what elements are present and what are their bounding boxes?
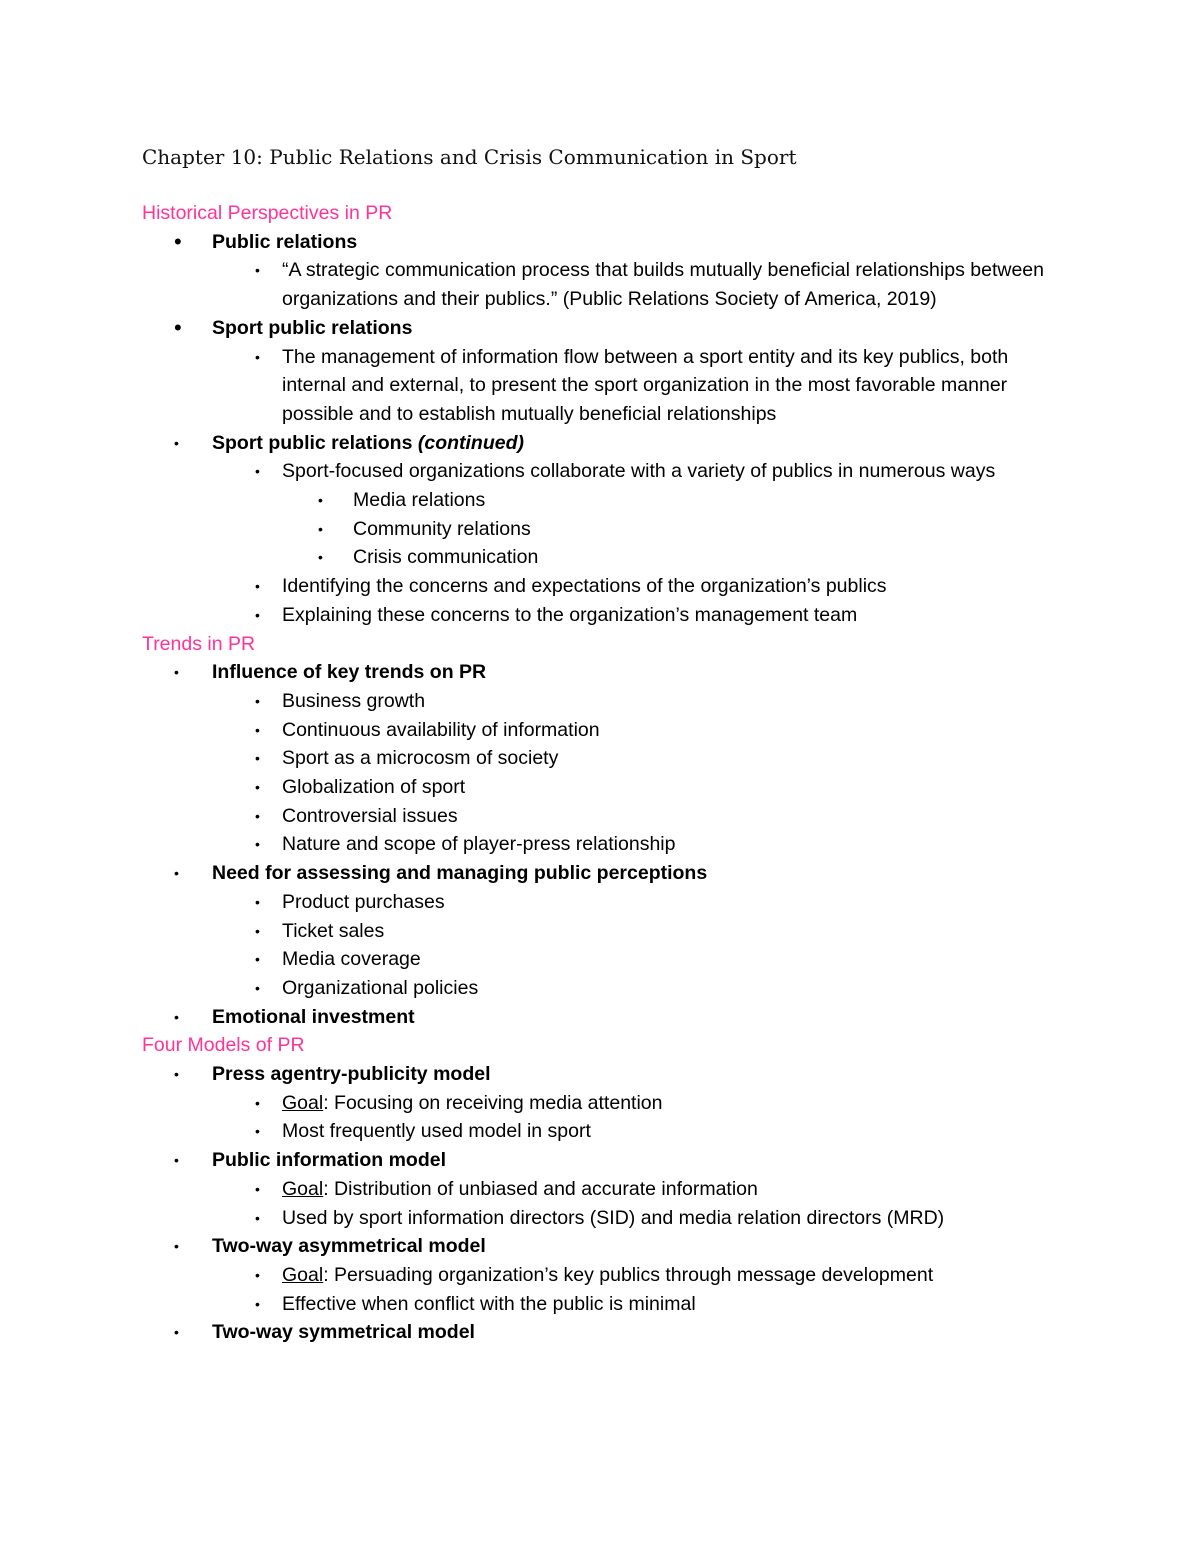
list-item [0, 773, 1200, 802]
list-item [0, 716, 1200, 745]
list-item [0, 543, 1200, 572]
list-item-text [282, 1175, 1072, 1204]
list-item [0, 1261, 1200, 1290]
list-item [0, 974, 1200, 1003]
bullet-icon: • [255, 807, 260, 824]
list-item [0, 601, 1200, 630]
list-item-label: Need for assessing and managing public perceptions [212, 862, 708, 885]
bullet-icon: • [255, 951, 260, 968]
list-item [0, 314, 1200, 343]
bullet-icon: • [255, 836, 260, 853]
bullet-icon: • [255, 721, 260, 738]
list-item [0, 687, 1200, 716]
bullet-icon: • [318, 549, 323, 566]
list-item-text: Product purchases [282, 890, 445, 913]
list-item [0, 486, 1200, 515]
bullet-icon: • [318, 520, 323, 537]
list-item-text: Used by sport information directors (SID) and media relation directors (MRD) [282, 1206, 945, 1229]
goal-text: : Persuading organization’s key publics through message development [323, 1263, 934, 1286]
list-item [0, 1146, 1200, 1175]
bullet-icon: • [174, 865, 179, 882]
bullet-icon: • [255, 1266, 260, 1283]
list-item-label: Two-way symmetrical model [212, 1321, 475, 1344]
bullet-icon: • [255, 348, 260, 365]
list-item-text: Community relations [353, 517, 531, 540]
bullet-icon: • [174, 228, 182, 254]
list-item-text: The management of information flow between a sport entity and its key publics, both internal and external, to present the sport organization in the most favorable manner possible and to establish mutually beneficial relationships [282, 345, 1009, 425]
list-item-label: Public relations [212, 230, 358, 253]
bullet-icon: • [255, 463, 260, 480]
list-item-text: Most frequently used model in sport [282, 1120, 591, 1143]
bullet-icon: • [318, 492, 323, 509]
list-item-text: Continuous availability of information [282, 718, 600, 741]
list-item-text: Effective when conflict with the public is minimal [282, 1292, 696, 1315]
bullet-icon: • [174, 1238, 179, 1255]
section-heading-trends: Trends in PR [142, 632, 256, 655]
list-item-text: Crisis communication [353, 546, 539, 569]
bullet-icon: • [174, 314, 182, 340]
list-item-label: Emotional investment [212, 1005, 415, 1028]
bullet-icon: • [174, 1066, 179, 1083]
bullet-icon: • [174, 1008, 179, 1025]
bullet-icon: • [174, 664, 179, 681]
list-item-label [212, 429, 1082, 458]
list-item [0, 945, 1200, 974]
goal-label: Goal [282, 1177, 324, 1200]
list-item-text: Globalization of sport [282, 776, 466, 799]
list-item [0, 859, 1200, 888]
list-item-text: Organizational policies [282, 976, 479, 999]
list-item [0, 1117, 1200, 1146]
list-item [0, 658, 1200, 687]
bullet-icon: • [255, 979, 260, 996]
bullet-icon: • [255, 893, 260, 910]
list-item-text: Nature and scope of player-press relationship [282, 833, 676, 856]
list-item-label-main: Sport public relations [212, 431, 418, 454]
list-item [0, 1089, 1200, 1118]
bullet-icon: • [255, 262, 260, 279]
list-item [0, 256, 1200, 313]
list-item-text: “A strategic communication process that builds mutually beneficial relationships between organizations and their publics.” (Public Relations Society of America, 2019) [282, 259, 1044, 311]
list-item-label: Press agentry-publicity model [212, 1063, 491, 1086]
list-item-text: Media coverage [282, 948, 421, 971]
list-item [0, 1060, 1200, 1089]
bullet-icon: • [255, 922, 260, 939]
list-item [0, 457, 1200, 486]
goal-text: : Focusing on receiving media attention [323, 1091, 663, 1114]
goal-text: : Distribution of unbiased and accurate information [323, 1177, 758, 1200]
bullet-icon: • [174, 1152, 179, 1169]
bullet-icon: • [255, 606, 260, 623]
list-item [0, 802, 1200, 831]
list-item-text: Media relations [353, 489, 486, 512]
bullet-icon: • [255, 1180, 260, 1197]
list-item-label: Influence of key trends on PR [212, 661, 487, 684]
list-item-text: Controversial issues [282, 804, 458, 827]
list-item-label: Sport public relations [212, 316, 413, 339]
list-item [0, 429, 1200, 458]
list-item [0, 1318, 1200, 1347]
bullet-icon: • [255, 578, 260, 595]
list-item [0, 1290, 1200, 1319]
list-item [0, 744, 1200, 773]
list-item-text: Identifying the concerns and expectations of the organization’s publics [282, 575, 887, 598]
list-item-text: Sport-focused organizations collaborate with a variety of publics in numerous ways [282, 460, 996, 483]
bullet-icon: • [174, 434, 179, 451]
section-heading-historical: Historical Perspectives in PR [142, 202, 393, 224]
list-item [0, 228, 1200, 257]
list-item [0, 572, 1200, 601]
bullet-icon: • [255, 779, 260, 796]
list-item-text [282, 1261, 1072, 1290]
goal-label: Goal [282, 1091, 324, 1114]
list-item-text: Sport as a microcosm of society [282, 747, 559, 770]
list-item [0, 888, 1200, 917]
list-item-label: Two-way asymmetrical model [212, 1235, 486, 1258]
bullet-icon: • [174, 1324, 179, 1341]
list-item-text: Explaining these concerns to the organization’s management team [282, 603, 858, 626]
bullet-icon: • [255, 1123, 260, 1140]
list-item [0, 1003, 1200, 1032]
list-item [0, 343, 1200, 429]
list-item-label: Public information model [212, 1149, 447, 1172]
list-item [0, 830, 1200, 859]
list-item-text: Ticket sales [282, 919, 385, 942]
list-item [0, 917, 1200, 946]
section-heading-models: Four Models of PR [142, 1034, 305, 1057]
list-item [0, 515, 1200, 544]
bullet-icon: • [255, 1209, 260, 1226]
goal-label: Goal [282, 1263, 324, 1286]
list-item-label-suffix: (continued) [417, 431, 525, 454]
chapter-title: Chapter 10: Public Relations and Crisis Communication in Sport [142, 145, 797, 169]
list-item-text [282, 1089, 1072, 1118]
list-item-text: Business growth [282, 689, 426, 712]
list-item [0, 1204, 1200, 1233]
bullet-icon: • [255, 1094, 260, 1111]
bullet-icon: • [255, 692, 260, 709]
bullet-icon: • [255, 750, 260, 767]
list-item [0, 1232, 1200, 1261]
notes-content [0, 199, 1200, 1347]
bullet-icon: • [255, 1295, 260, 1312]
list-item [0, 1175, 1200, 1204]
